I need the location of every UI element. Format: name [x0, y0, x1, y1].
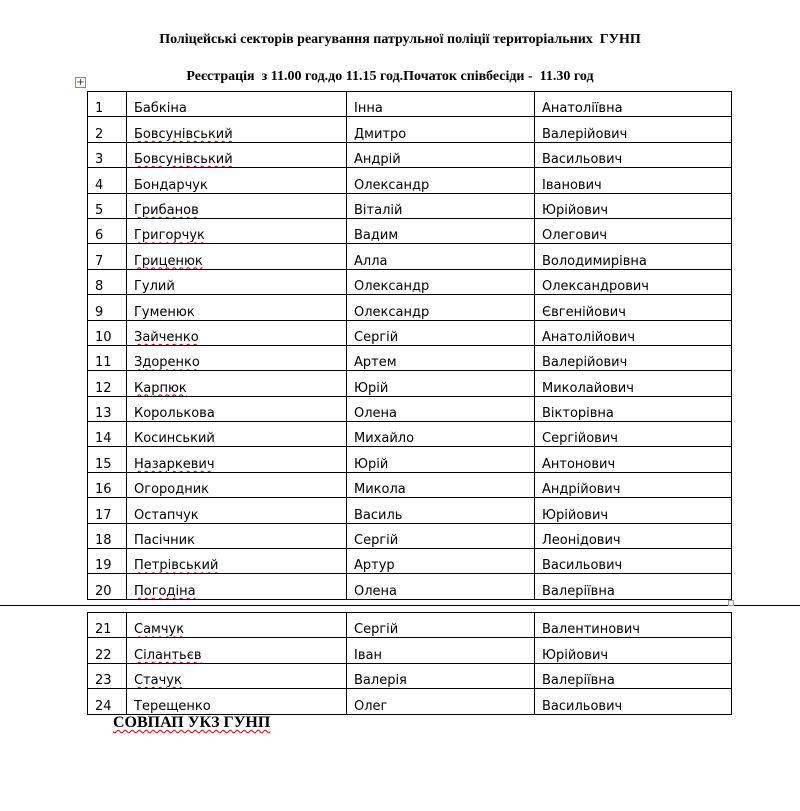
cell-text: 7	[95, 253, 104, 269]
table-row	[88, 345, 732, 370]
cell-n	[88, 638, 127, 663]
cell-name	[347, 193, 535, 218]
cell-text: 5	[95, 202, 104, 218]
cell-surname	[127, 92, 347, 117]
cell-text: Вікторівна	[542, 406, 614, 422]
cell-text: Григорчук	[134, 228, 205, 244]
cell-text: Володимирівна	[542, 253, 647, 269]
cell-surname	[127, 574, 347, 599]
cell-patronymic	[535, 613, 732, 638]
cell-text: Пасічник	[134, 533, 195, 549]
cell-text: Віталій	[354, 202, 403, 218]
cell-surname	[127, 523, 347, 548]
cell-name	[347, 168, 535, 193]
table-row	[88, 92, 732, 117]
cell-surname	[127, 320, 347, 345]
cell-text: Олександрович	[542, 279, 649, 295]
cell-text: Стачук	[134, 673, 182, 689]
cell-text: 23	[95, 673, 112, 689]
cell-text: Юрій	[354, 380, 389, 396]
cell-name	[347, 663, 535, 688]
cell-surname	[127, 396, 347, 421]
cell-surname	[127, 244, 347, 269]
cell-surname	[127, 193, 347, 218]
table-row	[88, 371, 732, 396]
cell-text: Грибанов	[134, 202, 199, 218]
cell-text: Гулий	[134, 279, 175, 295]
cell-n	[88, 168, 127, 193]
cell-text: Дмитро	[354, 126, 407, 142]
candidates-table-page-1	[87, 91, 732, 600]
cell-surname	[127, 371, 347, 396]
cell-name	[347, 498, 535, 523]
cell-patronymic	[535, 295, 732, 320]
cell-patronymic	[535, 447, 732, 472]
cell-name	[347, 447, 535, 472]
cell-patronymic	[535, 345, 732, 370]
cell-text: 15	[95, 456, 112, 472]
cell-surname	[127, 168, 347, 193]
candidates-table-page-2	[87, 612, 732, 715]
table-row	[88, 142, 732, 167]
cell-n	[88, 549, 127, 574]
cell-n	[88, 447, 127, 472]
cell-patronymic	[535, 92, 732, 117]
cell-patronymic	[535, 117, 732, 142]
cell-text: 3	[95, 152, 104, 168]
table-row	[88, 689, 732, 714]
table-row	[88, 295, 732, 320]
cell-text: Леонідович	[542, 533, 621, 549]
cell-text: 24	[95, 698, 112, 714]
table-row	[88, 396, 732, 421]
cell-text: Андрійович	[542, 482, 621, 498]
cell-text: 1	[95, 101, 104, 117]
cell-text: Олена	[354, 583, 398, 599]
cell-patronymic	[535, 244, 732, 269]
document-footer: СОВПАП УКЗ ГУНП	[113, 714, 271, 731]
cell-patronymic	[535, 638, 732, 663]
cell-n	[88, 396, 127, 421]
cell-surname	[127, 447, 347, 472]
cell-surname	[127, 269, 347, 294]
cell-name	[347, 422, 535, 447]
cell-n	[88, 371, 127, 396]
table-row	[88, 117, 732, 142]
cell-surname	[127, 689, 347, 714]
cell-name	[347, 142, 535, 167]
cell-text: 13	[95, 406, 112, 422]
move-handle-icon[interactable]: +	[76, 77, 85, 88]
cell-surname	[127, 663, 347, 688]
cell-patronymic	[535, 168, 732, 193]
cell-text: Євгенійович	[542, 304, 626, 320]
cell-text: 22	[95, 647, 112, 663]
cell-patronymic	[535, 422, 732, 447]
cell-text: Анатоліївна	[542, 101, 623, 117]
table-row	[88, 613, 732, 638]
cell-text: Олександр	[354, 304, 430, 320]
table-row	[88, 638, 732, 663]
cell-name	[347, 638, 535, 663]
cell-text: Олександр	[354, 177, 430, 193]
cell-text: Іванович	[542, 177, 602, 193]
cell-text: Миколайович	[542, 380, 634, 396]
cell-text: 17	[95, 507, 112, 523]
cell-text: Іван	[354, 647, 382, 663]
cell-text: 16	[95, 482, 112, 498]
cell-name	[347, 613, 535, 638]
cell-text: Юрійович	[542, 202, 609, 218]
cell-name	[347, 345, 535, 370]
cell-text: Косинський	[134, 431, 215, 447]
cell-text: Микола	[354, 482, 406, 498]
cell-name	[347, 472, 535, 497]
cell-text: Гриценюк	[134, 253, 203, 269]
cell-name	[347, 117, 535, 142]
cell-text: Сергій	[354, 533, 399, 549]
cell-n	[88, 422, 127, 447]
cell-surname	[127, 295, 347, 320]
cell-text: Васильович	[542, 698, 623, 714]
cell-text: Сергійович	[542, 431, 618, 447]
table-row	[88, 168, 732, 193]
cell-patronymic	[535, 371, 732, 396]
table-row	[88, 244, 732, 269]
cell-text: Бондарчук	[134, 177, 208, 193]
cell-text: Сергій	[354, 622, 399, 638]
cell-n	[88, 193, 127, 218]
cell-text: Олександр	[354, 279, 430, 295]
cell-text: Самчук	[134, 622, 185, 638]
cell-patronymic	[535, 472, 732, 497]
cell-text: Огородник	[134, 482, 210, 498]
cell-text: 4	[95, 177, 104, 193]
cell-text: Артур	[354, 558, 395, 574]
page-break-line	[0, 605, 800, 606]
cell-name	[347, 396, 535, 421]
cell-n	[88, 218, 127, 243]
cell-text: Петрівський	[134, 558, 219, 574]
cell-name	[347, 523, 535, 548]
cell-name	[347, 244, 535, 269]
cell-text: Здоренко	[134, 355, 200, 371]
cell-surname	[127, 638, 347, 663]
cell-text: 12	[95, 380, 112, 396]
cell-patronymic	[535, 689, 732, 714]
table-row	[88, 663, 732, 688]
table-row	[88, 193, 732, 218]
cell-patronymic	[535, 574, 732, 599]
cell-text: Андрій	[354, 152, 401, 168]
cell-n	[88, 523, 127, 548]
cell-name	[347, 689, 535, 714]
cell-text: Валеріївна	[542, 583, 615, 599]
cell-text: Бовсунівський	[134, 126, 233, 142]
cell-patronymic	[535, 320, 732, 345]
cell-patronymic	[535, 269, 732, 294]
cell-n	[88, 574, 127, 599]
cell-patronymic	[535, 396, 732, 421]
cell-surname	[127, 498, 347, 523]
cell-surname	[127, 422, 347, 447]
cell-text: Бовсунівський	[134, 152, 233, 168]
cell-name	[347, 269, 535, 294]
table-row	[88, 523, 732, 548]
table-row	[88, 472, 732, 497]
cell-name	[347, 574, 535, 599]
cell-n	[88, 472, 127, 497]
cell-text: Юрійович	[542, 507, 609, 523]
cell-text: Назаркевич	[134, 456, 215, 472]
cell-text: Валерійович	[542, 126, 628, 142]
cell-text: 8	[95, 279, 104, 295]
cell-text: Васильович	[542, 152, 623, 168]
cell-text: 9	[95, 304, 104, 320]
cell-surname	[127, 549, 347, 574]
table-row	[88, 320, 732, 345]
cell-text: Гуменюк	[134, 304, 195, 320]
cell-n	[88, 295, 127, 320]
cell-n	[88, 689, 127, 714]
cell-patronymic	[535, 549, 732, 574]
cell-name	[347, 320, 535, 345]
cell-surname	[127, 345, 347, 370]
cell-text: Бабкіна	[134, 101, 187, 117]
cell-text: Інна	[354, 101, 383, 117]
document-subtitle: Реєстрація з 11.00 год.до 11.15 год.Початок співбесіди - 11.30 год	[186, 69, 594, 84]
table-row	[88, 422, 732, 447]
cell-text: Олегович	[542, 228, 608, 244]
cell-name	[347, 549, 535, 574]
cell-text: 6	[95, 228, 104, 244]
cell-text: Терещенко	[134, 698, 211, 714]
cell-text: 2	[95, 126, 104, 142]
cell-text: Сергій	[354, 329, 399, 345]
cell-n	[88, 345, 127, 370]
cell-text: Васильович	[542, 558, 623, 574]
cell-surname	[127, 117, 347, 142]
cell-name	[347, 92, 535, 117]
cell-n	[88, 269, 127, 294]
cell-text: Василь	[354, 507, 403, 523]
cell-patronymic	[535, 218, 732, 243]
cell-text: 19	[95, 558, 112, 574]
cell-n	[88, 498, 127, 523]
cell-text: Погодіна	[134, 583, 196, 599]
cell-patronymic	[535, 523, 732, 548]
cell-text: Анатолійович	[542, 329, 635, 345]
cell-n	[88, 117, 127, 142]
cell-text: Зайченко	[134, 329, 199, 345]
cell-text: Артем	[354, 355, 397, 371]
cell-text: 10	[95, 329, 112, 345]
cell-name	[347, 218, 535, 243]
cell-text: Валерійович	[542, 355, 628, 371]
table-row	[88, 574, 732, 599]
cell-surname	[127, 218, 347, 243]
table-row	[88, 269, 732, 294]
cell-patronymic	[535, 142, 732, 167]
cell-text: Вадим	[354, 228, 399, 244]
cell-text: Юрій	[354, 456, 389, 472]
cell-text: Валерія	[354, 673, 407, 689]
cell-patronymic	[535, 663, 732, 688]
cell-text: Михайло	[354, 431, 415, 447]
cell-text: 20	[95, 583, 112, 599]
cell-patronymic	[535, 193, 732, 218]
cell-text: 18	[95, 533, 112, 549]
cell-name	[347, 371, 535, 396]
cell-text: 21	[95, 622, 112, 638]
cell-text: Валеріївна	[542, 673, 615, 689]
cell-n	[88, 663, 127, 688]
cell-text: Королькова	[134, 406, 215, 422]
cell-text: Юрійович	[542, 647, 609, 663]
table-row	[88, 447, 732, 472]
cell-text: Карпюк	[134, 380, 187, 396]
cell-n	[88, 244, 127, 269]
cell-text: 11	[95, 355, 112, 371]
cell-text: Олена	[354, 406, 398, 422]
cell-text: Антонович	[542, 456, 616, 472]
document-title: Поліцейські секторів реагування патрульної поліції територіальних ГУНП	[159, 32, 641, 47]
cell-text: Валентинович	[542, 622, 640, 638]
table-row	[88, 218, 732, 243]
cell-text: Алла	[354, 253, 388, 269]
cell-name	[347, 295, 535, 320]
cell-n	[88, 320, 127, 345]
cell-surname	[127, 142, 347, 167]
cell-patronymic	[535, 498, 732, 523]
cell-n	[88, 92, 127, 117]
table-row	[88, 498, 732, 523]
cell-text: Олег	[354, 698, 388, 714]
cell-surname	[127, 613, 347, 638]
cell-text: Сілантьєв	[134, 647, 202, 663]
table-row	[88, 549, 732, 574]
cell-n	[88, 613, 127, 638]
cell-n	[88, 142, 127, 167]
cell-surname	[127, 472, 347, 497]
table-resize-handle[interactable]	[728, 600, 734, 606]
cell-text: 14	[95, 431, 112, 447]
cell-text: Остапчук	[134, 507, 199, 523]
